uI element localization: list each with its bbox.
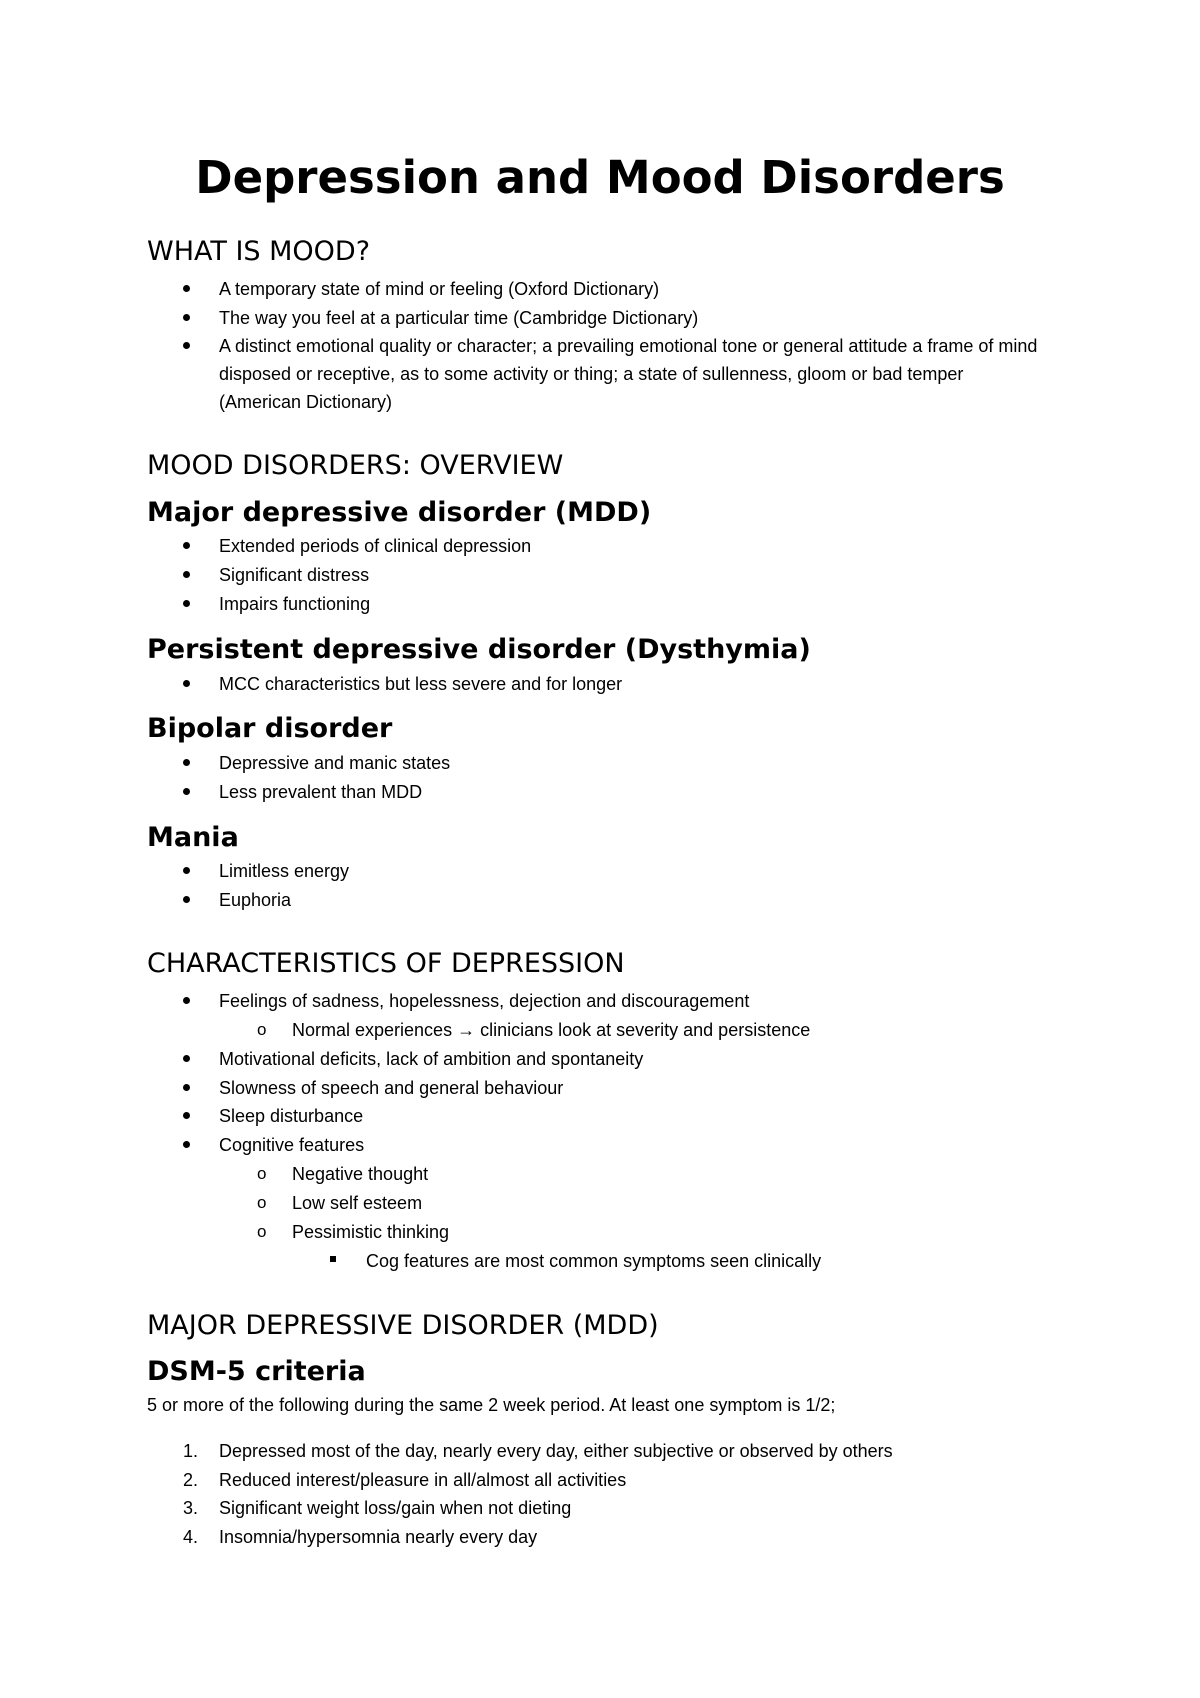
- subheading-bipolar: Bipolar disorder: [147, 713, 393, 744]
- heading-what-is-mood: WHAT IS MOOD?: [147, 236, 371, 267]
- heading-major-depressive-disorder: MAJOR DEPRESSIVE DISORDER (MDD): [147, 1310, 659, 1341]
- bullet-icon: [183, 670, 190, 698]
- dsm-intro-paragraph: 5 or more of the following during the same 2 week period. At least one symptom is 1/2;: [147, 1395, 836, 1415]
- subheading-dysthymia: Persistent depressive disorder (Dysthymia): [147, 634, 811, 665]
- list-number: 2.: [183, 1470, 199, 1490]
- list-number: 4.: [183, 1527, 199, 1547]
- bullet-icon: [183, 590, 190, 618]
- bullet-icon: [183, 778, 190, 806]
- circle-bullet-icon: o: [257, 1222, 267, 1241]
- heading-characteristics: CHARACTERISTICS OF DEPRESSION: [147, 948, 625, 979]
- bullet-icon: [183, 304, 190, 332]
- subheading-mdd: Major depressive disorder (MDD): [147, 497, 652, 528]
- circle-bullet-icon: o: [257, 1193, 267, 1212]
- circle-bullet-icon: o: [257, 1164, 267, 1183]
- bullet-icon: [183, 749, 190, 777]
- bullet-icon: [183, 1074, 190, 1102]
- document-page: Depression and Mood Disorders WHAT IS MOOD? A temporary state of mind or feeling (Oxford Dictionary) The way you feel at a particular time (Cambridge Dictionary) A distinct emotional quality or character; a prevailing emotional tone or general attitude a frame of mind disposed or receptive, as to some activity or thing; a state of sullenness, gloom or bad temper (American Dictionary) MOOD DISORDERS: OVERVIEW Major depressive disorder (MDD) Extended periods of clinical depression Significant distress Impairs functioning Persistent depressive disorder (Dysthymia) MCC characteristics but less severe and for longer Bipolar disorder Depressive and manic states Less prevalent than MDD Mania Limitless energy Euphoria CHARACTERISTICS OF DEPRESSION Feelings of sadness, hopelessness, dejection and discouragement o Normal experiences → clinicians look at severity and persistence Motivational deficits, lack of ambition and spontaneity Slowness of speech and general behaviour Sleep disturbance Cognitive features o Negative thought o Low self esteem o Pessimistic thinking Cog features are most common symptoms seen clinically MAJOR DEPRESSIVE DISORDER (MDD) DSM-5 criteria 5 or more of the following during the same 2 week period. At least one symptom is 1/2; 1. Depressed most of the day, nearly every day, either subjective or observed by others 2. Reduced interest/pleasure in all/almost all activities 3. Significant weight loss/gain when not dieting 4. Insomnia/hypersomnia nearly every day: [0, 0, 1200, 1698]
- bullet-icon: [183, 886, 190, 914]
- bullet-icon: [183, 1102, 190, 1130]
- list-item: A distinct emotional quality or character; a prevailing emotional tone or general attitude a frame of mind disposed or receptive, as to some activity or thing; a state of sullenness, gloom or bad temper (American Dictionary): [0, 332, 1200, 418]
- list-number: 3.: [183, 1498, 199, 1518]
- bullet-icon: [183, 532, 190, 560]
- bullet-icon: [183, 561, 190, 589]
- bullet-icon: [183, 332, 190, 360]
- document-title: Depression and Mood Disorders: [195, 151, 1005, 204]
- square-bullet-icon: [330, 1247, 336, 1275]
- list-number: 1.: [183, 1441, 199, 1461]
- bullet-icon: [183, 857, 190, 885]
- bullet-icon: [183, 275, 190, 303]
- circle-bullet-icon: o: [257, 1020, 267, 1039]
- subheading-dsm5-criteria: DSM-5 criteria: [147, 1356, 366, 1387]
- heading-mood-disorders-overview: MOOD DISORDERS: OVERVIEW: [147, 450, 564, 481]
- bullet-icon: [183, 987, 190, 1015]
- bullet-icon: [183, 1045, 190, 1073]
- subheading-mania: Mania: [147, 822, 239, 853]
- bullet-icon: [183, 1131, 190, 1159]
